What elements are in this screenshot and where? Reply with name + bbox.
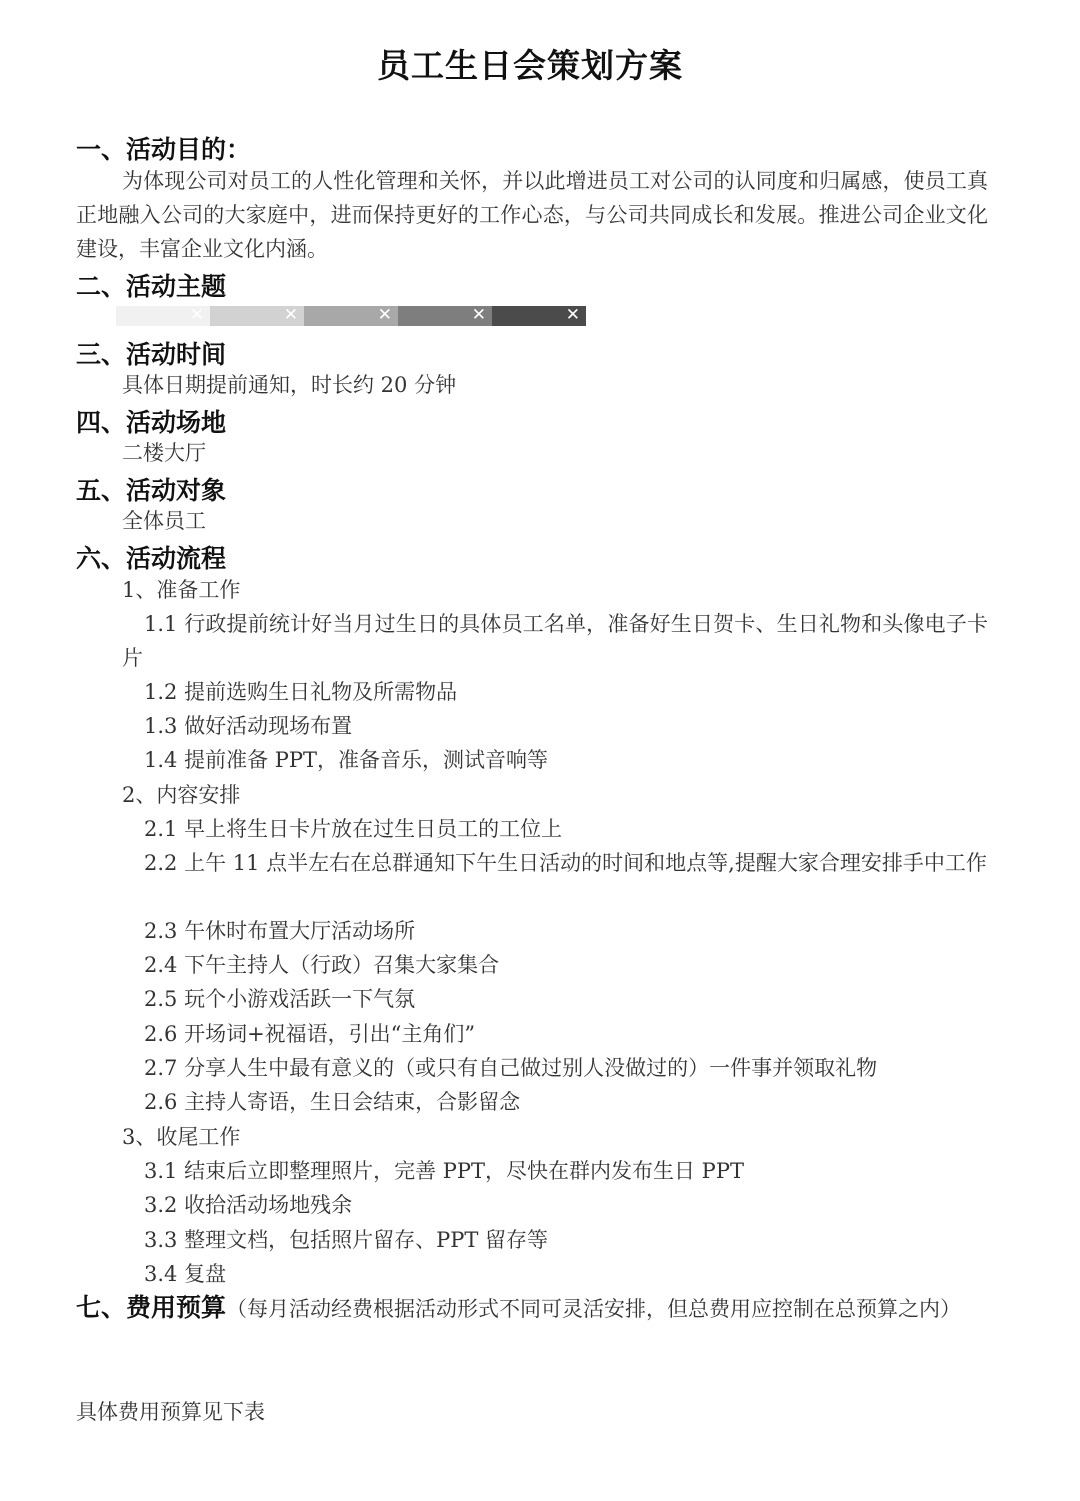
process-item: 2.3 午休时布置大厅活动场所 bbox=[144, 919, 416, 943]
process-item: 3.3 整理文档，包括照片留存、PPT 留存等 bbox=[144, 1228, 549, 1252]
section-body-audience: 全体员工 bbox=[122, 509, 206, 533]
process-item: 2.6 开场词+祝福语，引出“主角们” bbox=[144, 1022, 476, 1046]
process-item: 1.2 提前选购生日礼物及所需物品 bbox=[144, 680, 458, 704]
process-group-title: 2、内容安排 bbox=[122, 783, 241, 807]
process-item: 2.1 早上将生日卡片放在过生日员工的工位上 bbox=[144, 817, 563, 841]
budget-note: （每月活动经费根据活动形式不同可灵活安排，但总费用应控制在总预算之内） bbox=[226, 1297, 962, 1321]
section-heading-purpose: 一、活动目的： bbox=[76, 135, 252, 164]
process-group-title: 3、收尾工作 bbox=[122, 1125, 241, 1149]
redaction-block bbox=[492, 306, 586, 326]
section-body-venue: 二楼大厅 bbox=[122, 441, 206, 465]
redacted-theme-text bbox=[116, 306, 586, 326]
section-heading-time: 三、活动时间 bbox=[76, 340, 227, 369]
redaction-block bbox=[398, 306, 492, 326]
section-budget bbox=[76, 1291, 988, 1326]
section-heading-audience: 五、活动对象 bbox=[76, 476, 227, 505]
process-item: 2.4 下午主持人（行政）召集大家集合 bbox=[144, 953, 500, 977]
section-heading-venue: 四、活动场地 bbox=[76, 408, 227, 437]
process-item: 1.1 行政提前统计好当月过生日的具体员工名单，准备好生日贺卡、生日礼物和头像电子卡片 bbox=[122, 612, 988, 670]
redaction-block bbox=[210, 306, 304, 326]
redaction-block bbox=[304, 306, 398, 326]
budget-footer-text: 具体费用预算见下表 bbox=[76, 1400, 265, 1424]
close-icon: ✕ bbox=[377, 305, 392, 325]
section-heading-budget: 七、费用预算 bbox=[76, 1293, 227, 1322]
process-item: 3.4 复盘 bbox=[144, 1262, 227, 1286]
process-item: 2.6 主持人寄语，生日会结束，合影留念 bbox=[144, 1090, 521, 1114]
process-item: 3.1 结束后立即整理照片，完善 PPT，尽快在群内发布生日 PPT bbox=[144, 1159, 744, 1183]
close-icon: ✕ bbox=[189, 305, 204, 325]
process-item: 1.4 提前准备 PPT，准备音乐，测试音响等 bbox=[144, 748, 549, 772]
process-group-title: 1、准备工作 bbox=[122, 578, 241, 602]
close-icon: ✕ bbox=[283, 305, 298, 325]
close-icon: ✕ bbox=[471, 305, 486, 325]
document-title: 员工生日会策划方案 bbox=[377, 46, 683, 85]
process-item: 2.7 分享人生中最有意义的（或只有自己做过别人没做过的）一件事并领取礼物 bbox=[144, 1056, 878, 1080]
process-item: 3.2 收拾活动场地残余 bbox=[144, 1193, 353, 1217]
section-heading-process: 六、活动流程 bbox=[76, 544, 227, 573]
redaction-block bbox=[116, 306, 210, 326]
process-item: 2.5 玩个小游戏活跃一下气氛 bbox=[144, 987, 416, 1011]
close-icon: ✕ bbox=[565, 305, 580, 325]
process-item: 1.3 做好活动现场布置 bbox=[144, 714, 353, 738]
section-body-time: 具体日期提前通知，时长约 20 分钟 bbox=[122, 373, 457, 397]
process-item: 2.2 上午 11 点半左右在总群通知下午生日活动的时间和地点等,提醒大家合理安排手中工作 bbox=[144, 851, 987, 875]
section-heading-theme: 二、活动主题 bbox=[76, 272, 227, 301]
section-body-purpose: 为体现公司对员工的人性化管理和关怀，并以此增进员工对公司的认同度和归属感，使员工真正地融入公司的大家庭中，进而保持更好的工作心态，与公司共同成长和发展。推进公司企业文化建设，丰富企业文化内涵。 bbox=[76, 169, 988, 261]
